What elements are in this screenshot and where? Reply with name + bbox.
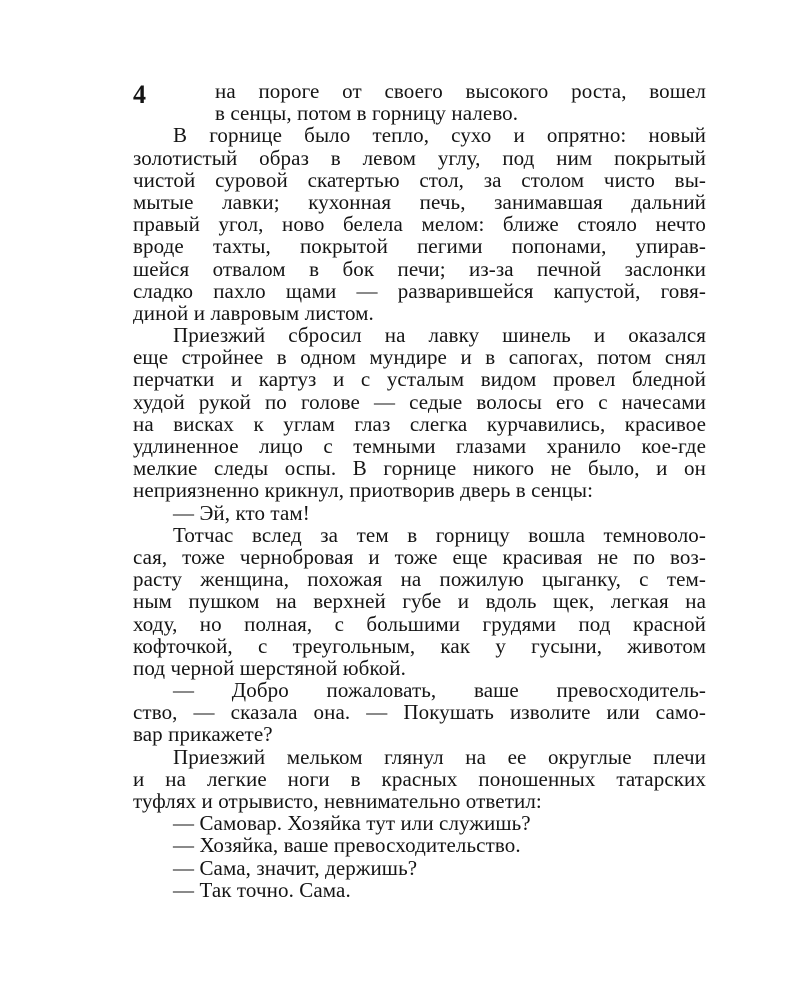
text-line: расту женщина, похожая на пожилую цыганку, с тем- — [133, 567, 706, 592]
text-line: перчатки и картуз и с усталым видом провел бледной — [133, 367, 706, 392]
text-line: туфлях и отрывисто, невнимательно ответил: — [133, 789, 542, 813]
text-line: Приезжий сбросил на лавку шинель и оказался — [173, 323, 706, 348]
text-line: чистой суровой скатертью стол, за столом чисто вы- — [133, 167, 706, 192]
text-line: сладко пахло щами — разварившейся капустой, говя- — [133, 278, 706, 303]
text-line: на пороге от своего высокого роста, вошел — [215, 79, 706, 103]
text-line: мытые лавки; кухонная печь, занимавшая дальний — [133, 189, 706, 214]
text-line: худой рукой по голове — седые волосы его с начесами — [133, 389, 706, 414]
text-line: сая, тоже чернобровая и тоже еще красивая не по воз- — [133, 544, 706, 569]
text-line: вар прикажете? — [133, 722, 273, 747]
dialogue-line: — Хозяйка, ваше превосходительство. — [173, 833, 521, 858]
text-line: кофточкой, с треугольным, как у гусыни, животом — [133, 633, 706, 658]
text-line: ходу, но полная, с большими грудями под красной — [133, 611, 706, 636]
dialogue-line: — Добро пожаловать, ваше превосходитель- — [173, 678, 706, 703]
text-line: В горнице было тепло, сухо и опрятно: новый — [173, 123, 706, 148]
text-line: ство, — сказала она. — Покушать изволите или само- — [133, 700, 706, 725]
text-line: диной и лавровым листом. — [133, 300, 374, 325]
text-body — [133, 80, 706, 901]
dialogue-line: — Сама, значит, держишь? — [173, 855, 418, 880]
dialogue-line: — Эй, кто там! — [173, 500, 310, 525]
text-line: под черной шерстяной юбкой. — [133, 655, 406, 680]
text-line: и на легкие ноги в красных поношенных татарских — [133, 766, 706, 791]
text-line: неприязненно крикнул, приотворив дверь в сенцы: — [133, 478, 594, 503]
text-line: в сенцы, потом в горницу налево. — [215, 101, 519, 126]
text-line: удлиненное лицо с темными глазами хранило кое-где — [133, 434, 706, 458]
text-line: мелкие следы оспы. В горнице никого не было, и он — [133, 456, 706, 481]
text-line: правый угол, ново белела мелом: ближе стояло нечто — [133, 212, 706, 237]
dialogue-line: — Так точно. Сама. — [173, 877, 351, 902]
text-line: Тотчас вслед за тем в горницу вошла темноволо- — [173, 522, 706, 547]
text-line: еще стройнее в одном мундире и в сапогах, потом снял — [133, 345, 706, 370]
text-line: на висках к углам глаз слегка курчавились, красивое — [133, 411, 706, 436]
text-line: шейся отвалом в бок печи; из-за печной заслонки — [133, 256, 706, 281]
text-line: вроде тахты, покрытой пегими попонами, упирав- — [133, 234, 706, 259]
dialogue-line: — Самовар. Хозяйка тут или служишь? — [173, 811, 531, 836]
page-number: 4 — [133, 80, 146, 109]
text-line: Приезжий мельком глянул на ее округлые плечи — [173, 744, 706, 769]
text-line: ным пушком на верхней губе и вдоль щек, легкая на — [133, 589, 706, 614]
text-line: золотистый образ в левом углу, под ним покрытый — [133, 145, 706, 170]
